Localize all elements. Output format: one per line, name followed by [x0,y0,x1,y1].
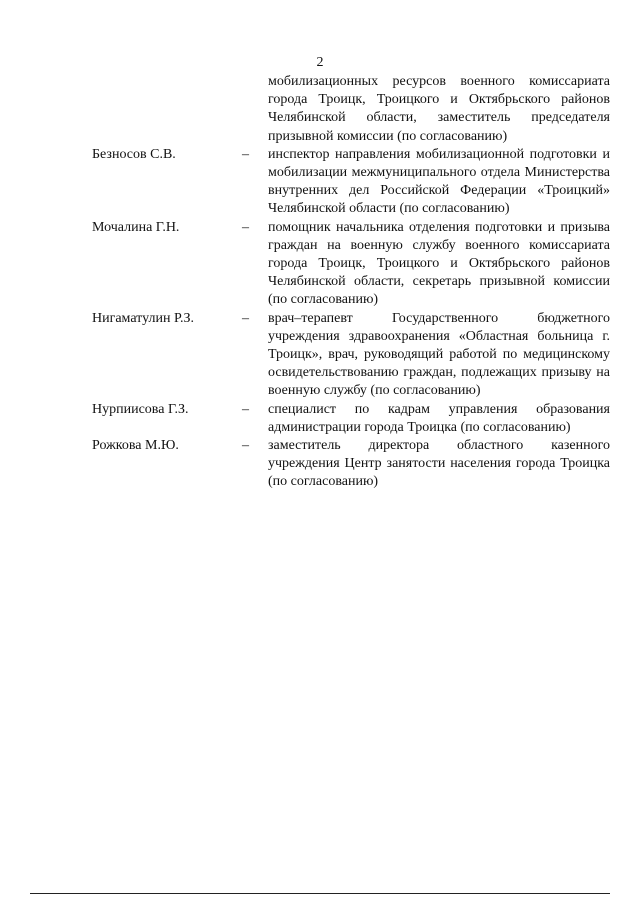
list-item [92,310,610,401]
member-description: врач–терапевт Государственного бюджетного учреждения здравоохранения «Областная больница г. Троицк», врач, руководящий работой по медицинскому освидетельствованию граждан, подлежащих призыву на военную службу (по согласованию) [268,310,610,399]
continued-description: мобилизационных ресурсов военного комиссариата города Троицк, Троицкого и Октябрьского районов Челябинской области, заместитель председателя призывной комиссии (по согласованию) [268,74,610,144]
member-name: Рожкова М.Ю. [92,438,179,454]
list-item [92,146,610,219]
dash-separator: – [242,401,249,417]
member-name: Нурпиисова Г.З. [92,401,189,417]
dash-separator: – [242,310,249,326]
member-description: помощник начальника отделения подготовки и призыва граждан на военную службу военного комиссариата города Троицк, Троицкого и Октябрьского районов Челябинской области, секретарь призывной комиссии (по согласованию) [268,219,610,308]
list-item [92,437,610,492]
bottom-rule [30,893,610,894]
list-item [92,401,610,437]
list-item [92,219,610,310]
member-name: Безносов С.В. [92,146,176,162]
member-description: заместитель директора областного казенного учреждения Центр занятости населения города Троицка (по согласованию) [268,438,610,490]
page-number: 2 [316,55,324,70]
list-item-continuation [92,73,610,146]
member-description: инспектор направления мобилизационной подготовки и мобилизации межмуниципального отдела Министерства внутренних дел Российской Федерации «Троицкий» Челябинской области (по согласованию) [268,146,610,217]
commission-member-list [92,73,610,492]
member-description: специалист по кадрам управления образования администрации города Троицка (по согласованию) [268,401,610,435]
dash-separator: – [242,219,249,235]
dash-separator: – [242,438,249,454]
member-name: Нигаматулин Р.З. [92,310,195,326]
member-name: Мочалина Г.Н. [92,219,180,235]
dash-separator: – [242,146,249,162]
